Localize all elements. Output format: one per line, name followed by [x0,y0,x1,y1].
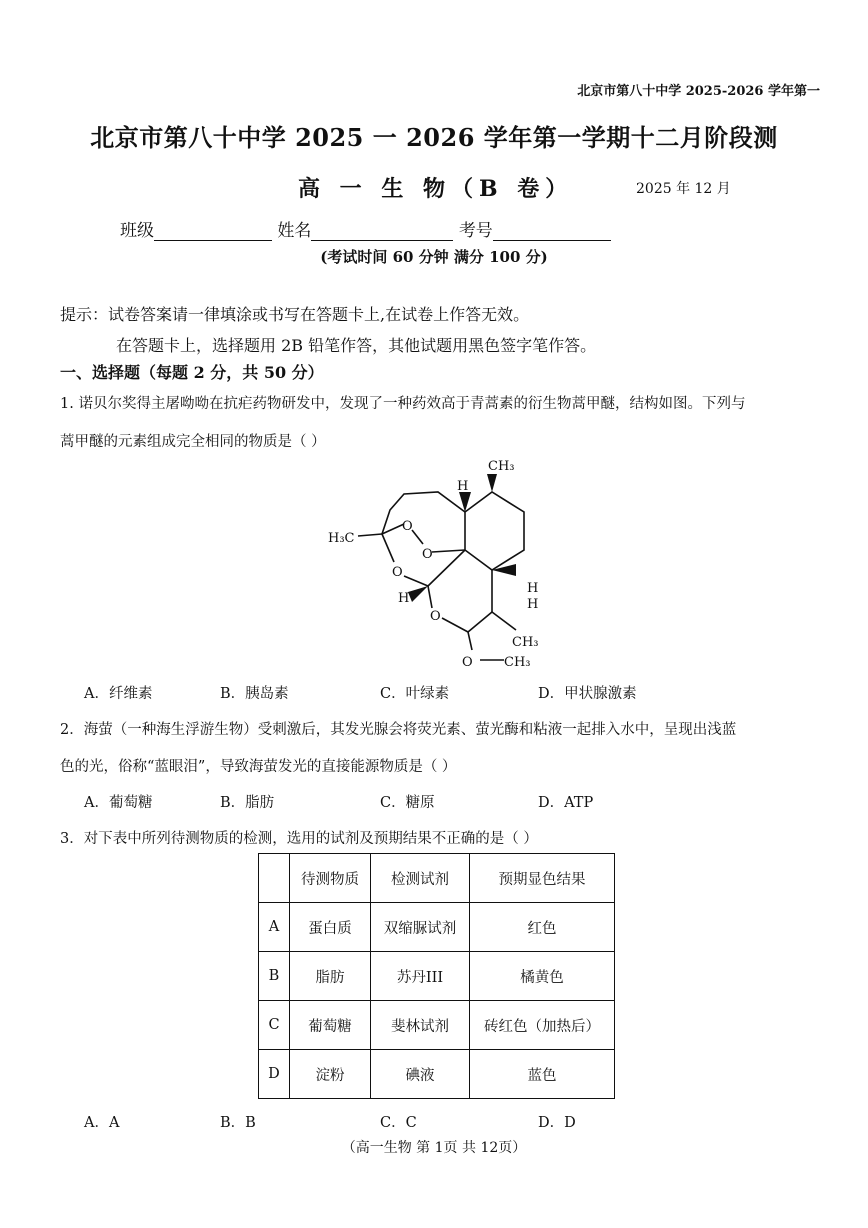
q1-option-d[interactable]: D．甲状腺激素 [538,686,637,702]
table-cell: 红色 [470,903,615,952]
page-subtitle: 高 一 生 物（B 卷） [298,176,574,202]
q3-option-d[interactable]: D．D [538,1115,576,1131]
table-header-cell: 待测物质 [290,854,371,903]
label-ch3-bottom: CH₃ [504,655,531,670]
table-header-cell: 检测试剂 [371,854,470,903]
table-row [259,1050,615,1099]
q3-option-b[interactable]: B．B [220,1115,256,1131]
label-h-top: H [457,479,469,494]
table-cell: 双缩脲试剂 [371,903,470,952]
table-cell: D [259,1050,290,1099]
label-h-left: H [398,591,410,606]
table-header-cell [259,854,290,903]
table-cell: 斐林试剂 [371,1001,470,1050]
table-cell: 脂肪 [290,952,371,1001]
table-cell: C [259,1001,290,1050]
table-cell: 砖红色（加热后） [470,1001,615,1050]
label-o3: O [392,565,403,580]
table-cell: A [259,903,290,952]
q3-table [258,853,615,1099]
bond-o3-c [404,576,428,586]
table-header-row [259,854,615,903]
q1-option-a[interactable]: A．纤维素 [84,686,153,702]
q3-option-a[interactable]: A．A [84,1115,120,1131]
exam-time: (考试时间 60 分钟 满分 100 分) [320,248,548,266]
table-header-cell: 预期显色结果 [470,854,615,903]
q1-line-2: 蒿甲醚的元素组成完全相同的物质是（ ） [60,434,326,450]
table-cell: 蓝色 [470,1050,615,1099]
label-o5: O [462,655,473,670]
table-cell: B [259,952,290,1001]
q2-option-b[interactable]: B．脂肪 [220,795,275,811]
label-ch3-top: CH₃ [488,459,515,474]
label-h-right1: H [527,581,539,596]
tip-line-2: 在答题卡上，选择题用 2B 铅笔作答，其他试题用黑色签字笔作答。 [116,336,597,355]
wedge-h-right [492,564,516,576]
table-row [259,1001,615,1050]
wedge-ch3-top [487,474,497,492]
q2-option-a[interactable]: A．葡萄糖 [84,795,153,811]
q3-line-1: 3．对下表中所列待测物质的检测，选用的试剂及预期结果不正确的是（ ） [60,831,538,847]
bond-o2-c [432,550,465,552]
table-cell: 葡萄糖 [290,1001,371,1050]
q3-option-c[interactable]: C．C [380,1115,417,1131]
label-o4: O [430,609,441,624]
q1-line-1: 1. 诺贝尔奖得主屠呦呦在抗疟药物研发中，发现了一种药效高于青蒿素的衍生物蒿甲醚，结构如图。下列与 [60,396,746,412]
bond-c-o4 [428,586,432,608]
bond-c-c [468,612,492,632]
label-o1: O [402,519,413,534]
table-row [259,903,615,952]
table-row [259,952,615,1001]
bond-c-o5 [468,632,472,650]
table-cell: 碘液 [371,1050,470,1099]
name-label: 姓名 [277,221,312,241]
table-cell: 蛋白质 [290,903,371,952]
table-cell: 苏丹III [371,952,470,1001]
table-cell: 橘黄色 [470,952,615,1001]
artemether-structure [320,452,560,678]
label-h-right2: H [527,597,539,612]
class-field[interactable] [154,222,272,241]
bond-o1-o2 [412,530,423,544]
cyclohexane-ring [465,492,524,570]
q2-line-2: 色的光，俗称“蓝眼泪”，导致海萤发光的直接能源物质是（ ） [60,759,457,775]
q2-line-1: 2．海萤（一种海生浮游生物）受刺激后，其发光腺会将荧光素、萤光酶和粘液一起排入水中，呈现出浅蓝 [60,722,737,738]
bond-c-o3 [382,534,394,562]
table-cell: 淀粉 [290,1050,371,1099]
bond-h3c [358,534,382,536]
q2-option-d[interactable]: D．ATP [538,795,594,811]
wedge-h-left [408,586,428,602]
page-footer: （高一生物 第 1页 共 12页） [341,1140,527,1156]
name-field[interactable] [311,222,453,241]
tip-line-1: 提示：试卷答案请一律填涂或书写在答题卡上,在试卷上作答无效。 [60,305,530,324]
label-ch3-right: CH₃ [512,635,539,650]
bond-ch3-right [492,612,516,630]
page-title: 北京市第八十中学 2025 一 2026 学年第一学期十二月阶段测 [90,123,778,152]
label-h3c: H₃C [328,531,355,546]
section-heading: 一、选择题（每题 2 分，共 50 分） [60,363,324,382]
bond-o4-c [442,618,468,632]
q1-option-b[interactable]: B．胰岛素 [220,686,289,702]
bond-ring-junction [428,550,465,586]
label-o2: O [422,547,433,562]
header-corner-text: 北京市第八十中学 2025-2026 学年第一 [577,84,820,99]
id-label: 考号 [458,221,493,241]
q2-option-c[interactable]: C．糖原 [380,795,435,811]
id-field[interactable] [493,222,611,241]
q1-option-c[interactable]: C．叶绿素 [380,686,450,702]
exam-date: 2025 年 12 月 [636,181,731,197]
class-label: 班级 [120,221,154,241]
student-info-row [120,216,611,241]
